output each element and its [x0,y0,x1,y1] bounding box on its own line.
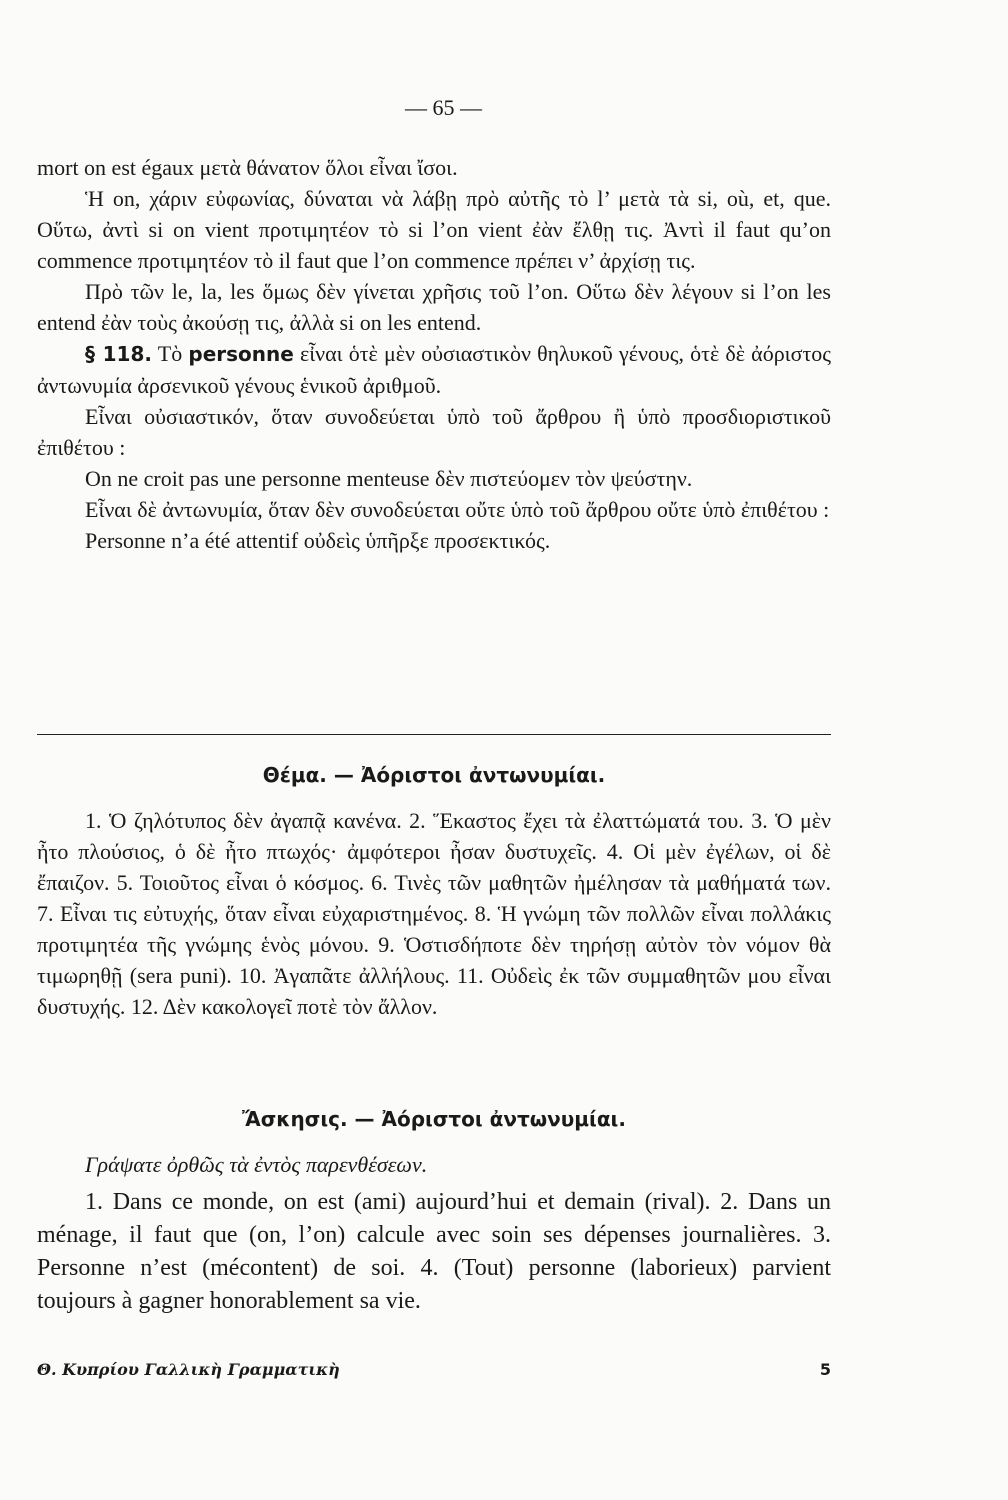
section-divider [37,734,831,735]
footer-signature-number: 5 [819,1360,831,1379]
thema-block [37,805,831,1022]
section-118-label: § 118. [85,342,152,366]
askisis-block [37,1149,831,1318]
section-118-noun-usage: Εἶναι οὐσιαστικόν, ὅταν συνοδεύεται ὑπὸ τοῦ ἄρθρου ἢ ὑπὸ προσδιοριστικοῦ ἐπιθέτου : [37,404,831,460]
section-118-intro: Τὸ [157,341,183,366]
askisis-exercise-text: 1. Dans ce monde, on est (ami) aujourd’hui et demain (rival). 2. Dans un ménage, il faut que (on, l’on) calcule avec soin ses dépenses journalières. 3. Personne n’est (mécontent) de soi. 4. (Tout) personne (laborieux) parvient toujours à gagner honorablement sa vie. [37,1189,831,1314]
paragraph-on-euphony: Ἡ on, χάριν εὐφωνίας, δύναται νὰ λάβῃ πρὸ αὐτῆς τὸ l’ μετὰ τὰ si, où, et, que. Οὕτω, ἀντὶ si on vient προτιμητέον τὸ si l’on vient ἐὰν ἔλθῃ τις. Ἀντὶ il faut qu’on commence προτιμητέον τὸ il faut que l’on commence πρέπει ν’ ἀρχίσῃ τις. [37,186,831,273]
thema-exercise-text: 1. Ὁ ζηλότυπος δὲν ἀγαπᾷ κανένα. 2. Ἕκαστος ἔχει τὰ ἐλαττώματά του. 3. Ὁ μὲν ἦτο πλούσιος, ὁ δὲ ἦτο πτωχός· ἀμφότεροι ἦσαν δυστυχεῖς. 4. Οἱ μὲν ἐγέλων, οἱ δὲ ἔπαιζον. 5. Τοιοῦτος εἶναι ὁ κόσμος. 6. Τινὲς τῶν μαθητῶν ἠμέλησαν τὰ μαθήματά των. 7. Εἶναι τις εὐτυχής, ὅταν εἶναι εὐχαριστημένος. 8. Ἡ γνώμη τῶν πολλῶν εἶναι πολλάκις προτιμητέα τῆς γνώμης ἑνὸς μόνου. 9. Ὁστισδήποτε δὲν τηρήσῃ αὐτὸν τὸν νόμον θὰ τιμωρηθῇ (sera puni). 10. Ἀγαπᾶτε ἀλλήλους. 11. Οὐδεὶς ἐκ τῶν συμμαθητῶν μου εἶναι δυστυχής. 12. Δὲν κακολογεῖ ποτὲ τὸν ἄλλον. [37,808,831,1019]
paragraph-on-le-la-les: Πρὸ τῶν le, la, les ὅμως δὲν γίνεται χρῆσις τοῦ l’on. Οὕτω δὲν λέγουν si l’on les entend ἐὰν τοὺς ἀκούσῃ τις, ἀλλὰ si on les entend. [37,279,831,335]
footer-title: Θ. Κυπρίου Γαλλικὴ Γραμματικὴ [37,1360,340,1379]
section-118-term: personne [188,342,294,366]
askisis-heading: Ἄσκησις. — Ἀόριστοι ἀντωνυμίαι. [242,1107,626,1131]
askisis-instruction: Γράψατε ὀρθῶς τὰ ἐντὸς παρενθέσεων. [85,1152,428,1177]
paragraph-on-egaux: mort on est égaux μετὰ θάνατον ὅλοι εἶναι ἴσοι. [37,155,458,180]
section-118-example-1: On ne croit pas une personne menteuse δὲν πιστεύομεν τὸν ψεύστην. [85,466,693,491]
footer [37,1360,831,1379]
section-118-pronoun-usage: Εἶναι δὲ ἀντωνυμία, ὅταν δὲν συνοδεύεται οὔτε ὑπὸ τοῦ ἄρθρου οὔτε ὑπὸ ἐπιθέτου : [85,497,830,522]
page-number: — 65 — [405,95,482,120]
section-118-example-2: Personne n’a été attentif οὐδεὶς ὑπῆρξε προσεκτικός. [85,528,551,553]
section-118-text: εἶναι ὁτὲ μὲν οὐσιαστικὸν θηλυκοῦ γένους, ὁτὲ δὲ ἀόριστος ἀντωνυμία ἀρσενικοῦ γένους ἑνικοῦ ἀριθμοῦ. [37,341,832,398]
thema-heading: Θέμα. — Ἀόριστοι ἀντωνυμίαι. [262,763,606,787]
section-118-paragraph [37,338,831,401]
text-block-65 [37,152,831,556]
